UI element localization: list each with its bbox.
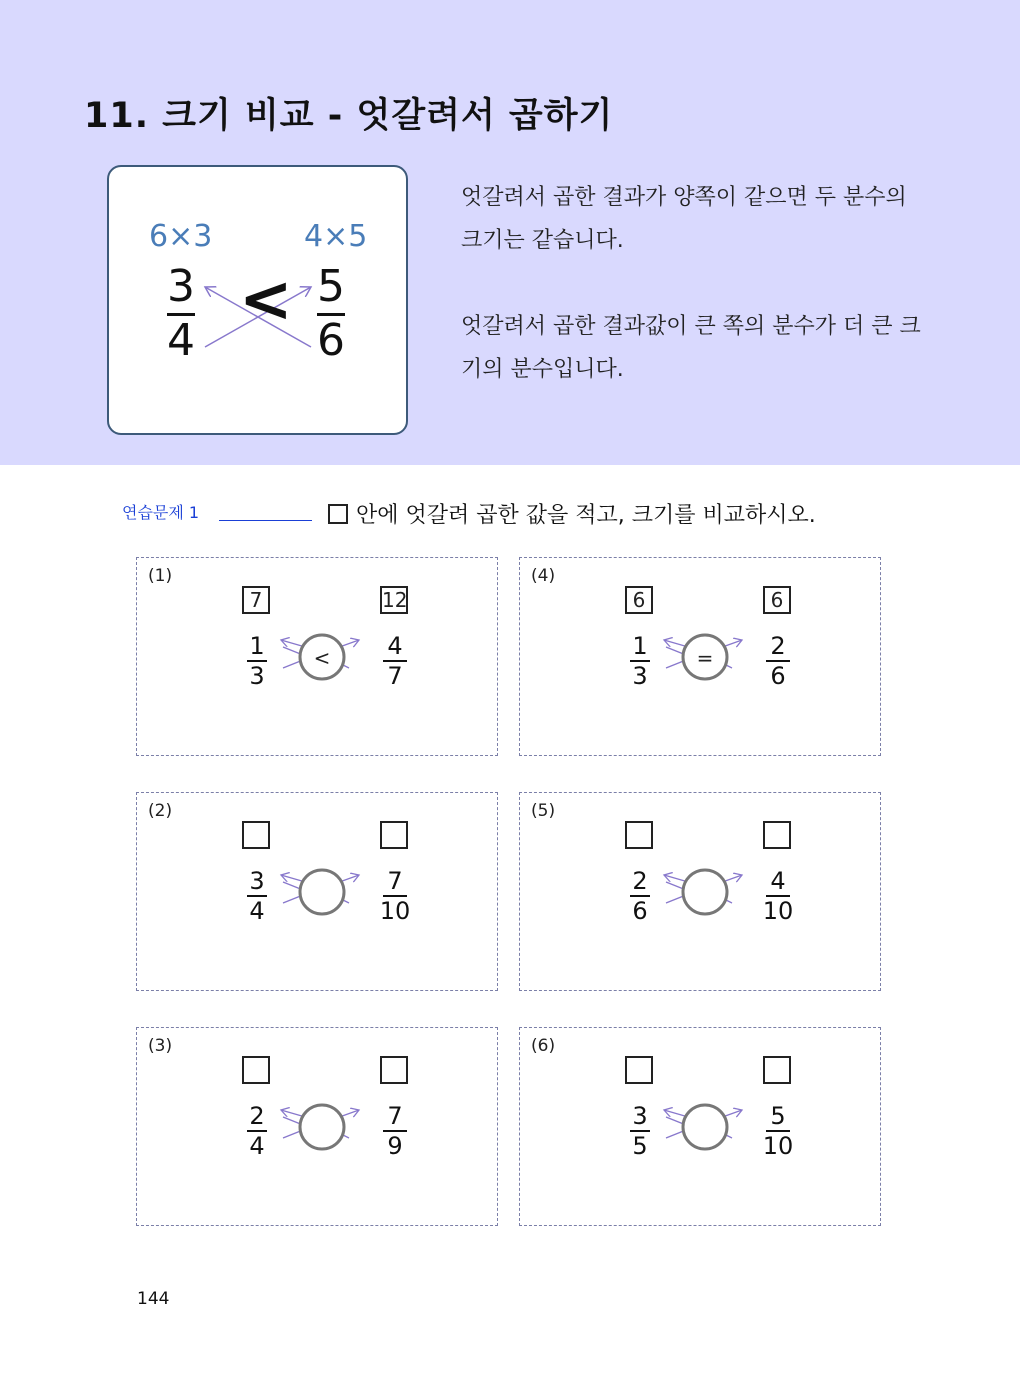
answer-circle [300, 870, 344, 914]
problem-number: (5) [531, 801, 556, 821]
problem-number: (3) [148, 1036, 173, 1056]
right-numerator: 7 [387, 867, 403, 895]
example-card [107, 165, 408, 435]
right-denominator: 10 [762, 897, 794, 925]
comparison-sign: < [239, 263, 293, 337]
exercise-underline [219, 520, 312, 521]
right-numerator: 4 [770, 867, 786, 895]
left-numerator: 3 [632, 1102, 648, 1130]
left-numerator: 2 [632, 867, 648, 895]
answer-circle [683, 870, 727, 914]
problem-card [136, 557, 498, 756]
right-product: 4×5 [304, 219, 368, 254]
left-numerator: 3 [249, 867, 265, 895]
right-numerator: 7 [387, 1102, 403, 1130]
page-number: 144 [137, 1289, 170, 1309]
left-denominator: 5 [632, 1132, 648, 1160]
left-answer-box[interactable] [625, 821, 653, 849]
page-title: 11. 크기 비교 - 엇갈려서 곱하기 [84, 96, 614, 136]
left-answer-box[interactable] [625, 1056, 653, 1084]
explanation-larger: 엇갈려서 곱한 결과값이 큰 쪽의 분수가 더 큰 크기의 분수입니다. [461, 314, 921, 382]
left-denominator: 3 [249, 662, 265, 690]
left-product: 6×3 [149, 219, 213, 254]
left-numerator: 2 [249, 1102, 265, 1130]
left-denominator: 4 [167, 315, 195, 366]
right-denominator: 9 [387, 1132, 403, 1160]
right-answer-box[interactable]: 12 [382, 588, 408, 612]
answer-circle [300, 1105, 344, 1149]
right-numerator: 5 [770, 1102, 786, 1130]
right-numerator: 5 [317, 261, 345, 312]
problem-number: (6) [531, 1036, 556, 1056]
problem-card [519, 557, 881, 756]
problem-arrows [137, 1028, 499, 1227]
right-answer-box[interactable] [380, 821, 408, 849]
exercise-instruction: 안에 엇갈려 곱한 값을 적고, 크기를 비교하시오. [356, 503, 816, 528]
left-denominator: 3 [632, 662, 648, 690]
problem-number: (1) [148, 566, 173, 586]
left-answer-box[interactable]: 6 [625, 586, 653, 614]
problem-arrows [520, 793, 882, 992]
right-denominator: 7 [387, 662, 403, 690]
right-answer-box[interactable] [763, 821, 791, 849]
left-answer-box[interactable]: 7 [242, 586, 270, 614]
right-denominator: 6 [770, 662, 786, 690]
blank-box-icon [328, 504, 348, 524]
problem-arrows [137, 793, 499, 992]
problem-card [519, 1027, 881, 1226]
problem-card [136, 792, 498, 991]
left-denominator: 4 [249, 1132, 265, 1160]
problem-number: (2) [148, 801, 173, 821]
left-denominator: 4 [249, 897, 265, 925]
problem-card [519, 792, 881, 991]
comparison-sign[interactable]: < [313, 646, 331, 670]
left-numerator: 1 [632, 632, 648, 660]
left-denominator: 6 [632, 897, 648, 925]
problem-card [136, 1027, 498, 1226]
right-denominator: 6 [317, 315, 345, 366]
right-denominator: 10 [379, 897, 411, 925]
exercise-label: 연습문제 1 [122, 503, 200, 522]
right-answer-box[interactable] [380, 1056, 408, 1084]
right-denominator: 10 [762, 1132, 794, 1160]
answer-circle [683, 1105, 727, 1149]
left-answer-box[interactable] [242, 1056, 270, 1084]
right-numerator: 2 [770, 632, 786, 660]
right-answer-box[interactable]: 6 [763, 586, 791, 614]
problem-number: (4) [531, 566, 556, 586]
problem-arrows [520, 1028, 882, 1227]
comparison-sign[interactable]: = [696, 646, 714, 670]
left-numerator: 1 [249, 632, 265, 660]
left-answer-box[interactable] [242, 821, 270, 849]
right-answer-box[interactable] [763, 1056, 791, 1084]
left-numerator: 3 [167, 261, 195, 312]
right-numerator: 4 [387, 632, 403, 660]
explanation-same: 엇갈려서 곱한 결과가 양쪽이 같으면 두 분수의 크기는 같습니다. [461, 185, 907, 253]
